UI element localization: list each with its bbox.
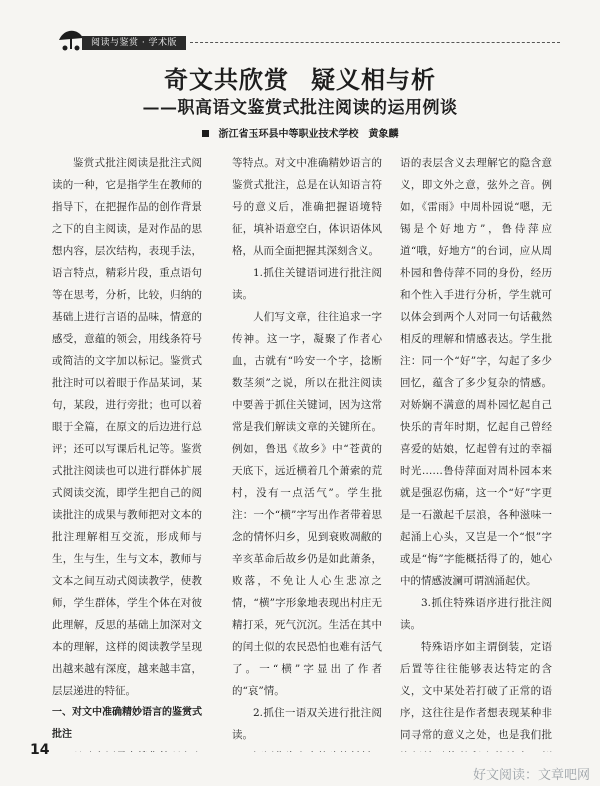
author-line [0, 125, 600, 140]
paragraph: 人们写文章，往往追求一字传神。这一字，凝聚了作者心血，古就有“吟安一个字，捻断数茎须”之说，所以在批注阅读中要善于抓住关键词，因为这常常是我们解读文章的关键所在。例如，鲁迅《故乡》中“苍黄的天底下，远近横着几个萧索的荒村，没有一点活气”。学生批注：一个“横”字写出作者带着思念的情怀归乡，见到衰败凋敝的辛亥革命后故乡仍是如此萧条，败落，不免让人心生悲凉之情，“横”字形象地表现出村庄无精打采，死气沉沉。生活在其中的闰土似的农民恐怕也难有活气了。一“横”字显出了作者的“哀”情。 [232, 311, 382, 697]
paragraph: 语的表层含义去理解它的隐含意义，即文外之意，弦外之音。例如，《雷雨》中周朴园说“嗯，无锡是个好地方”，鲁侍萍应道“哦，好地方”的台词，应从周朴园和鲁侍萍不同的身份，经历和个性入手进行分析，学生就可以体会到两个人对同一句话截然相反的理解和情感表达。学生批注：同一个“好”字，勾起了多少回忆，蕴含了多少复杂的情感。对娇娴不满意的周朴园忆起自己快乐的青年时期，忆起自己曾经喜爱的姑娘，忆起曾有过的幸福时光……鲁侍萍面对周朴园本来就是强忍伤痛，这一个“好”字更是一石激起千层浪，各种滋味一起涌上心头，又岂是一个“恨”字或是“悔”字能概括得了的，她心中的情感波澜可谓汹涌起伏。 [400, 157, 552, 587]
author-affiliation: 浙江省玉环县中等职业技术学校 [218, 129, 359, 140]
site-watermark: 好文阅读：文章吧网 [472, 768, 590, 783]
text-column-1 [52, 152, 202, 752]
author-name: 黄象麟 [368, 129, 399, 140]
paragraph: 等特点。对文中准确精妙语言的鉴赏式批注，总是在认知语言符号的意义后，准确把握语境特征，填补语意空白，体识语体风格，从而全面把握其深刻含义。 [232, 157, 382, 257]
section-header-label: 阅读与鉴赏 · 学术版 [82, 36, 186, 50]
title-part-2: 疑义相与析 [311, 65, 436, 94]
subsection-heading: 1.抓住关键语词进行批注阅读。 [232, 267, 382, 301]
section-heading: 一、对文中准确精妙语言的鉴赏式批注 [52, 707, 202, 740]
article-subtitle: ——职高语文鉴赏式批注阅读的运用例谈 [142, 98, 458, 118]
article-title [0, 60, 600, 95]
paragraph [232, 746, 382, 752]
subsection-heading: 2.抓住一语双关进行批注阅读。 [232, 707, 382, 741]
paragraph: 特殊语序如主谓倒装，定语后置等往往能够表达特定的含义，文中某处若打破了正常的语序，这往往是作者想表现某种非同寻常的意义之处，也是我们批 [400, 641, 552, 741]
subsection-heading: 3.抓住特殊语序进行批注阅读。 [400, 597, 552, 631]
text-column-2 [232, 152, 382, 752]
square-bullet-icon [202, 130, 209, 137]
title-part-1: 奇文共欣赏 [164, 65, 289, 94]
header-divider [190, 42, 560, 43]
text-column-3 [400, 152, 552, 752]
paragraph: 鉴赏式批注阅读是批注式阅读的一种，它是指学生在教师的指导下，在把握作品的创作背景之下的自主阅读，是对作品的思想内容，层次结构，表现手法，语言特点，精彩片段，重点语句等在思考，分析，比较，归纳的基础上进行言语的品味，情意的感受，意蕴的领会，用线条符号或简洁的文字加以标记。鉴赏式批注时可以着眼于作品某词，某句，某段，进行旁批；也可以着眼于全篇，在原文的后边进行总评；还可以写课后札记等。鉴赏式批注阅读也可以进行群体扩展式阅读交流，即学生把自己的阅读批注的成果与教师把对文本的批注理解相互交流，形成师与生，生与生，生与文本，教师与文本之间互动式阅读教学，使教师，学生群体，学生个体在对彼此理解，反思的基础上加深对文本的理解，这样的阅读教学呈现出越来越有深度，越来越丰富，层层递进的特征。 [52, 157, 202, 697]
paragraph [52, 746, 202, 752]
page-number: 14 [30, 742, 50, 758]
